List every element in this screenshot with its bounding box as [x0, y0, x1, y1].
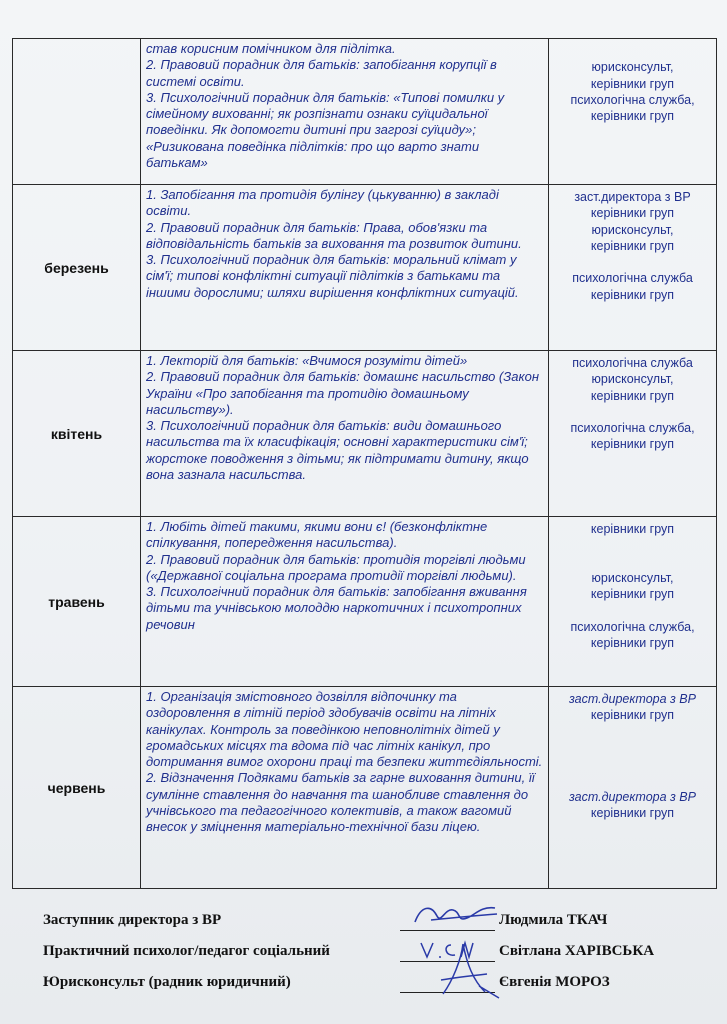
item-text: 1. Лекторій для батьків: «Вчимося розуміти дітей»: [146, 353, 468, 368]
responsible-cell: [549, 185, 717, 351]
responsible-line: [553, 404, 712, 420]
responsible-line: керівники груп: [590, 522, 675, 536]
responsible-line: психологічна служба: [572, 356, 693, 370]
responsible-line: [553, 724, 712, 740]
responsible-cell: [549, 39, 717, 185]
signatory-name: Людмила ТКАЧ: [499, 912, 608, 928]
content-cell: [141, 351, 549, 517]
responsible-line: юрисконсульт,: [591, 570, 674, 585]
responsible-line: заст.директора з ВР: [569, 692, 696, 706]
responsible-line: керівники груп: [590, 388, 675, 403]
table-row: [13, 39, 717, 185]
table-row: [13, 185, 717, 351]
signatory-role: Практичний психолог/педагог соціальний: [43, 943, 330, 959]
responsible-line: [553, 740, 712, 756]
content-cell: [141, 517, 549, 687]
month-cell: [13, 39, 141, 185]
month-cell: травень: [13, 517, 141, 687]
signatory-role: Заступник директора з ВР: [43, 912, 222, 928]
responsible-line: юрисконсульт,: [591, 372, 674, 387]
item-text: 1. Любіть дітей такими, якими вони є! (безконфліктне спілкування, попередження насильства).: [146, 519, 488, 551]
responsible-cell: [549, 687, 717, 889]
item-text: 2. Правовий порадник для батьків: запобігання корупції в системі освіти.: [146, 57, 497, 89]
month-cell: квітень: [13, 351, 141, 517]
item-text: 3. Психологічний порадник для батьків: моральний клімат у сім'ї; типові конфліктні ситуації підлітків з батьками та іншими дорослими; шляхи вирішення конфліктних ситуацій.: [146, 252, 519, 300]
responsible-line: керівники груп: [590, 587, 675, 602]
responsible-line: юрисконсульт,: [591, 222, 674, 237]
item-text: 2. Правовий порадник для батьків: протидія торгівлі людьми («Державної соціальна програма протидії торгівлі людьми).: [146, 551, 526, 583]
responsible-line: керівники груп: [590, 109, 675, 124]
responsible-line: керівники груп: [590, 206, 675, 221]
responsible-line: керівники груп: [590, 287, 675, 302]
responsible-line: юрисконсульт,: [591, 60, 674, 75]
plan-table: [12, 38, 717, 889]
responsible-line: заст.директора з ВР: [574, 190, 691, 204]
content-cell: [141, 39, 549, 185]
responsible-line: [553, 43, 712, 59]
item-text: 1. Запобігання та протидія булінгу (цькуванню) в закладі освіти.: [146, 187, 499, 219]
responsible-line: керівники груп: [590, 437, 675, 452]
responsible-line: керівники груп: [590, 708, 675, 723]
responsible-line: [553, 756, 712, 772]
responsible-line: психологічна служба,: [570, 619, 695, 634]
handwritten-signature: [411, 898, 501, 934]
responsible-line: [553, 254, 712, 270]
responsible-cell: [549, 517, 717, 687]
item-text: 3. Психологічний порадник для батьків: «Типові помилки у сімейному вихованні; як розпізнати ознаки суїцидальної поведінки. Як допомогти дитині при загрозі суїциду»; «Ризикована поведінка підлітків: про що варто знати батькам»: [146, 89, 505, 171]
responsible-line: заст.директора з ВР: [569, 789, 696, 804]
responsible-cell: [549, 351, 717, 517]
responsible-line: психологічна служба,: [570, 421, 695, 436]
responsible-line: [553, 772, 712, 788]
handwritten-signature: [423, 940, 503, 1000]
signature-row: [43, 943, 723, 969]
signatory-name: Світлана ХАРІВСЬКА: [499, 943, 655, 959]
month-cell: березень: [13, 185, 141, 351]
responsible-line: керівники груп: [590, 806, 675, 821]
signatory-name: Євгенія МОРОЗ: [499, 974, 610, 990]
responsible-line: [553, 554, 712, 570]
responsible-line: [553, 537, 712, 553]
content-cell: [141, 185, 549, 351]
responsible-line: керівники груп: [590, 76, 675, 91]
month-cell: червень: [13, 687, 141, 889]
responsible-line: керівники груп: [590, 238, 675, 253]
item-text: 2. Відзначення Подяками батьків за гарне виховання дитини, її сумлінне ставлення до навчання та шанобливе ставлення до учнівського та педагогічного колективів, а також вагомий внесок у зміцнення матеріально-технічної бази ліцею.: [146, 770, 535, 835]
item-text: 3. Психологічний порадник для батьків: види домашнього насильства та їх класифікація; основні характеристики сім'ї; жорстоке поводження з дітьми; як підтримати дитину, якщо вона зазнала насильства.: [146, 418, 529, 483]
signatory-role: Юрисконсульт (радник юридичний): [43, 974, 291, 990]
table-row: [13, 687, 717, 889]
table-row: [13, 351, 717, 517]
responsible-line: психологічна служба,: [570, 92, 695, 107]
content-cell: [141, 687, 549, 889]
responsible-line: керівники груп: [590, 636, 675, 651]
item-text: став корисним помічником для підлітка.: [146, 41, 396, 56]
item-text: 2. Правовий порадник для батьків: Права, обов'язки та відповідальність батьків за виховання та розвиток дитини.: [146, 219, 522, 251]
item-text: 3. Психологічний порадник для батьків: запобігання вживання дітьми та учнівською молоддю наркотичних і психотропних речовин: [146, 584, 527, 632]
responsible-line: [553, 602, 712, 618]
responsible-line: психологічна служба: [572, 271, 693, 286]
item-text: 1. Організація змістовного дозвілля відпочинку та оздоровлення в літній період здобувачів освіти на літніх канікулах. Контроль за поведінкою неповнолітніх дітей у громадських місцях та вдома під час літніх канікул, про дотримання вимог охорони праці та безпеки життєдіяльності.: [146, 689, 543, 770]
signature-row: [43, 974, 723, 1000]
signature-row: [43, 912, 723, 938]
item-text: 2. Правовий порадник для батьків: домашнє насильство (Закон України «Про запобігання та протидію домашньому насильству»).: [146, 369, 539, 417]
table-row: [13, 517, 717, 687]
